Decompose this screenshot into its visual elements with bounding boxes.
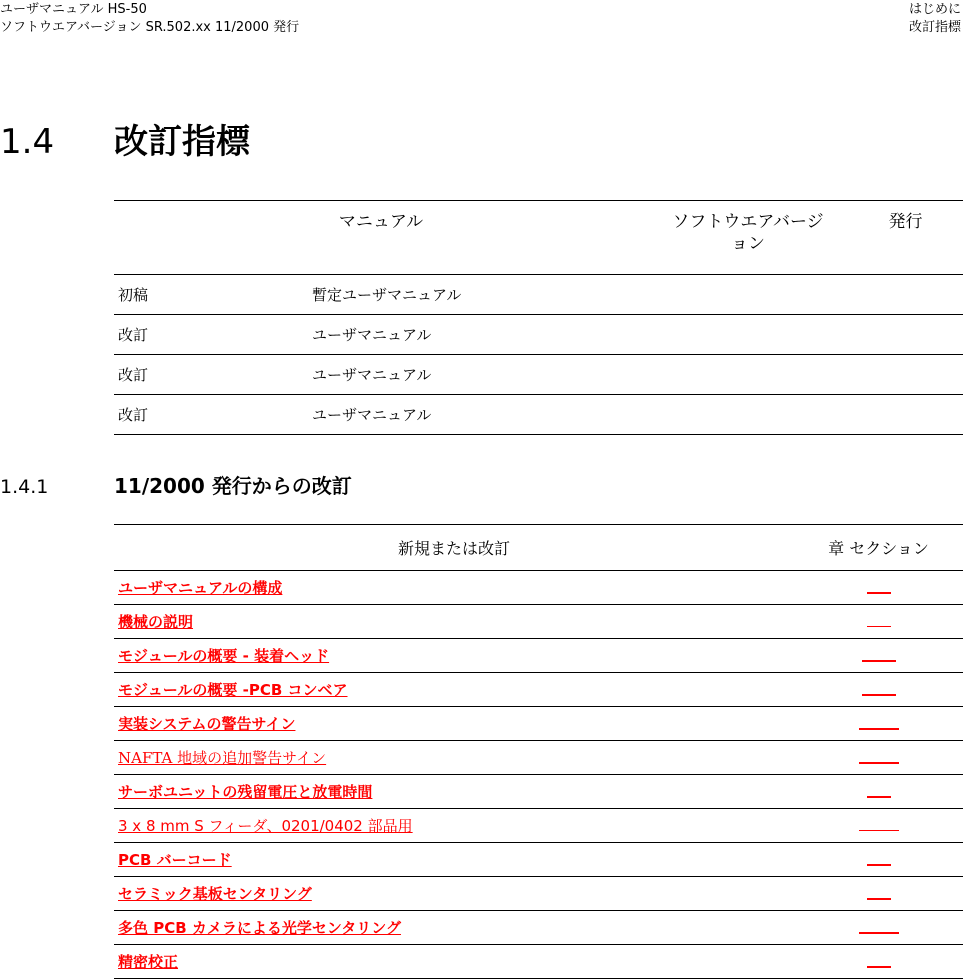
change-link-nafta-warning-signs[interactable]: NAFTA 地域の追加警告サイン — [118, 749, 327, 767]
manual-name: ユーザマニュアル — [312, 366, 432, 384]
col-header-new-or-revised: 新規または改訂 — [397, 539, 510, 558]
table-row — [114, 673, 963, 707]
changes-table-header — [114, 525, 963, 571]
change-link-machine-description[interactable]: 機械の説明 — [118, 613, 194, 631]
chapter-section-ref-link[interactable] — [867, 884, 891, 900]
chapter-section-ref-link[interactable] — [859, 714, 899, 730]
table-row — [114, 911, 963, 945]
change-link-optical-centering[interactable]: 多色 PCB カメラによる光学センタリング — [118, 919, 401, 937]
change-link-ceramic-centering[interactable]: セラミック基板センタリング — [118, 885, 312, 903]
change-link-manual-structure[interactable]: ユーザマニュアルの構成 — [118, 579, 283, 597]
change-link-precision-calibration[interactable]: 精密校正 — [118, 953, 179, 971]
chapter-section-ref-link[interactable] — [859, 816, 899, 831]
chapter-section-ref-link[interactable] — [867, 612, 891, 627]
chapter-section-ref-link[interactable] — [867, 952, 891, 968]
col-header-issue: 発行 — [888, 212, 923, 232]
col-header-software-version: ソフトウエアバージョン — [672, 212, 824, 254]
table-row — [114, 315, 963, 355]
running-header-doc-title: ユーザマニュアル HS-50 — [0, 2, 147, 17]
chapter-section-ref-link[interactable] — [859, 748, 899, 764]
table-row — [114, 355, 963, 395]
revision-table — [114, 200, 963, 435]
issue-date — [848, 275, 963, 315]
chapter-section-ref-link[interactable] — [862, 646, 896, 662]
table-row — [114, 843, 963, 877]
change-link-module-overview-conveyor[interactable]: モジュールの概要 -PCB コンベア — [118, 681, 348, 699]
section-number: 1.4 — [0, 122, 55, 162]
subsection-number: 1.4.1 — [0, 476, 49, 498]
change-link-module-overview-head[interactable]: モジュールの概要 - 装着ヘッド — [118, 647, 330, 665]
running-header-software-version: ソフトウエアバージョン SR.502.xx 11/2000 発行 — [0, 20, 300, 35]
changes-table — [114, 524, 963, 979]
manual-name: ユーザマニュアル — [312, 406, 432, 424]
software-version — [648, 355, 848, 395]
table-row — [114, 877, 963, 911]
issue-date — [848, 355, 963, 395]
table-row — [114, 639, 963, 673]
chapter-section-ref-link[interactable] — [867, 782, 891, 798]
software-version — [648, 395, 848, 435]
section-title: 改訂指標 — [114, 122, 250, 162]
chapter-section-ref-link[interactable] — [862, 680, 896, 696]
table-row — [114, 741, 963, 775]
running-header-section: 改訂指標 — [908, 20, 961, 35]
issue-date — [848, 395, 963, 435]
software-version — [648, 275, 848, 315]
revision-type: 初稿 — [118, 286, 149, 304]
table-row — [114, 775, 963, 809]
revision-type: 改訂 — [118, 366, 149, 384]
change-link-warning-signs[interactable]: 実装システムの警告サイン — [118, 715, 296, 733]
chapter-section-ref-link[interactable] — [867, 850, 891, 866]
issue-date — [848, 315, 963, 355]
manual-name: 暫定ユーザマニュアル — [312, 286, 462, 304]
software-version — [648, 315, 848, 355]
col-header-chapter-section: 章 セクション — [828, 539, 929, 558]
table-row — [114, 605, 963, 639]
running-header-chapter: はじめに — [908, 2, 961, 17]
change-link-pcb-barcode[interactable]: PCB バーコード — [118, 851, 232, 869]
chapter-section-ref-link[interactable] — [859, 918, 899, 934]
change-link-feeder[interactable]: 3 x 8 mm S フィーダ、0201/0402 部品用 — [118, 817, 413, 835]
subsection-title: 11/2000 発行からの改訂 — [114, 474, 352, 498]
manual-name: ユーザマニュアル — [312, 326, 432, 344]
table-row — [114, 707, 963, 741]
revision-table-header — [114, 201, 963, 275]
table-row — [114, 809, 963, 843]
table-row — [114, 395, 963, 435]
table-row — [114, 571, 963, 605]
col-header-manual: マニュアル — [338, 212, 424, 232]
change-link-servo-residual-voltage[interactable]: サーボユニットの残留電圧と放電時間 — [118, 783, 373, 801]
revision-type: 改訂 — [118, 406, 149, 424]
revision-type: 改訂 — [118, 326, 149, 344]
chapter-section-ref-link[interactable] — [867, 578, 891, 594]
table-row — [114, 275, 963, 315]
table-row — [114, 945, 963, 979]
